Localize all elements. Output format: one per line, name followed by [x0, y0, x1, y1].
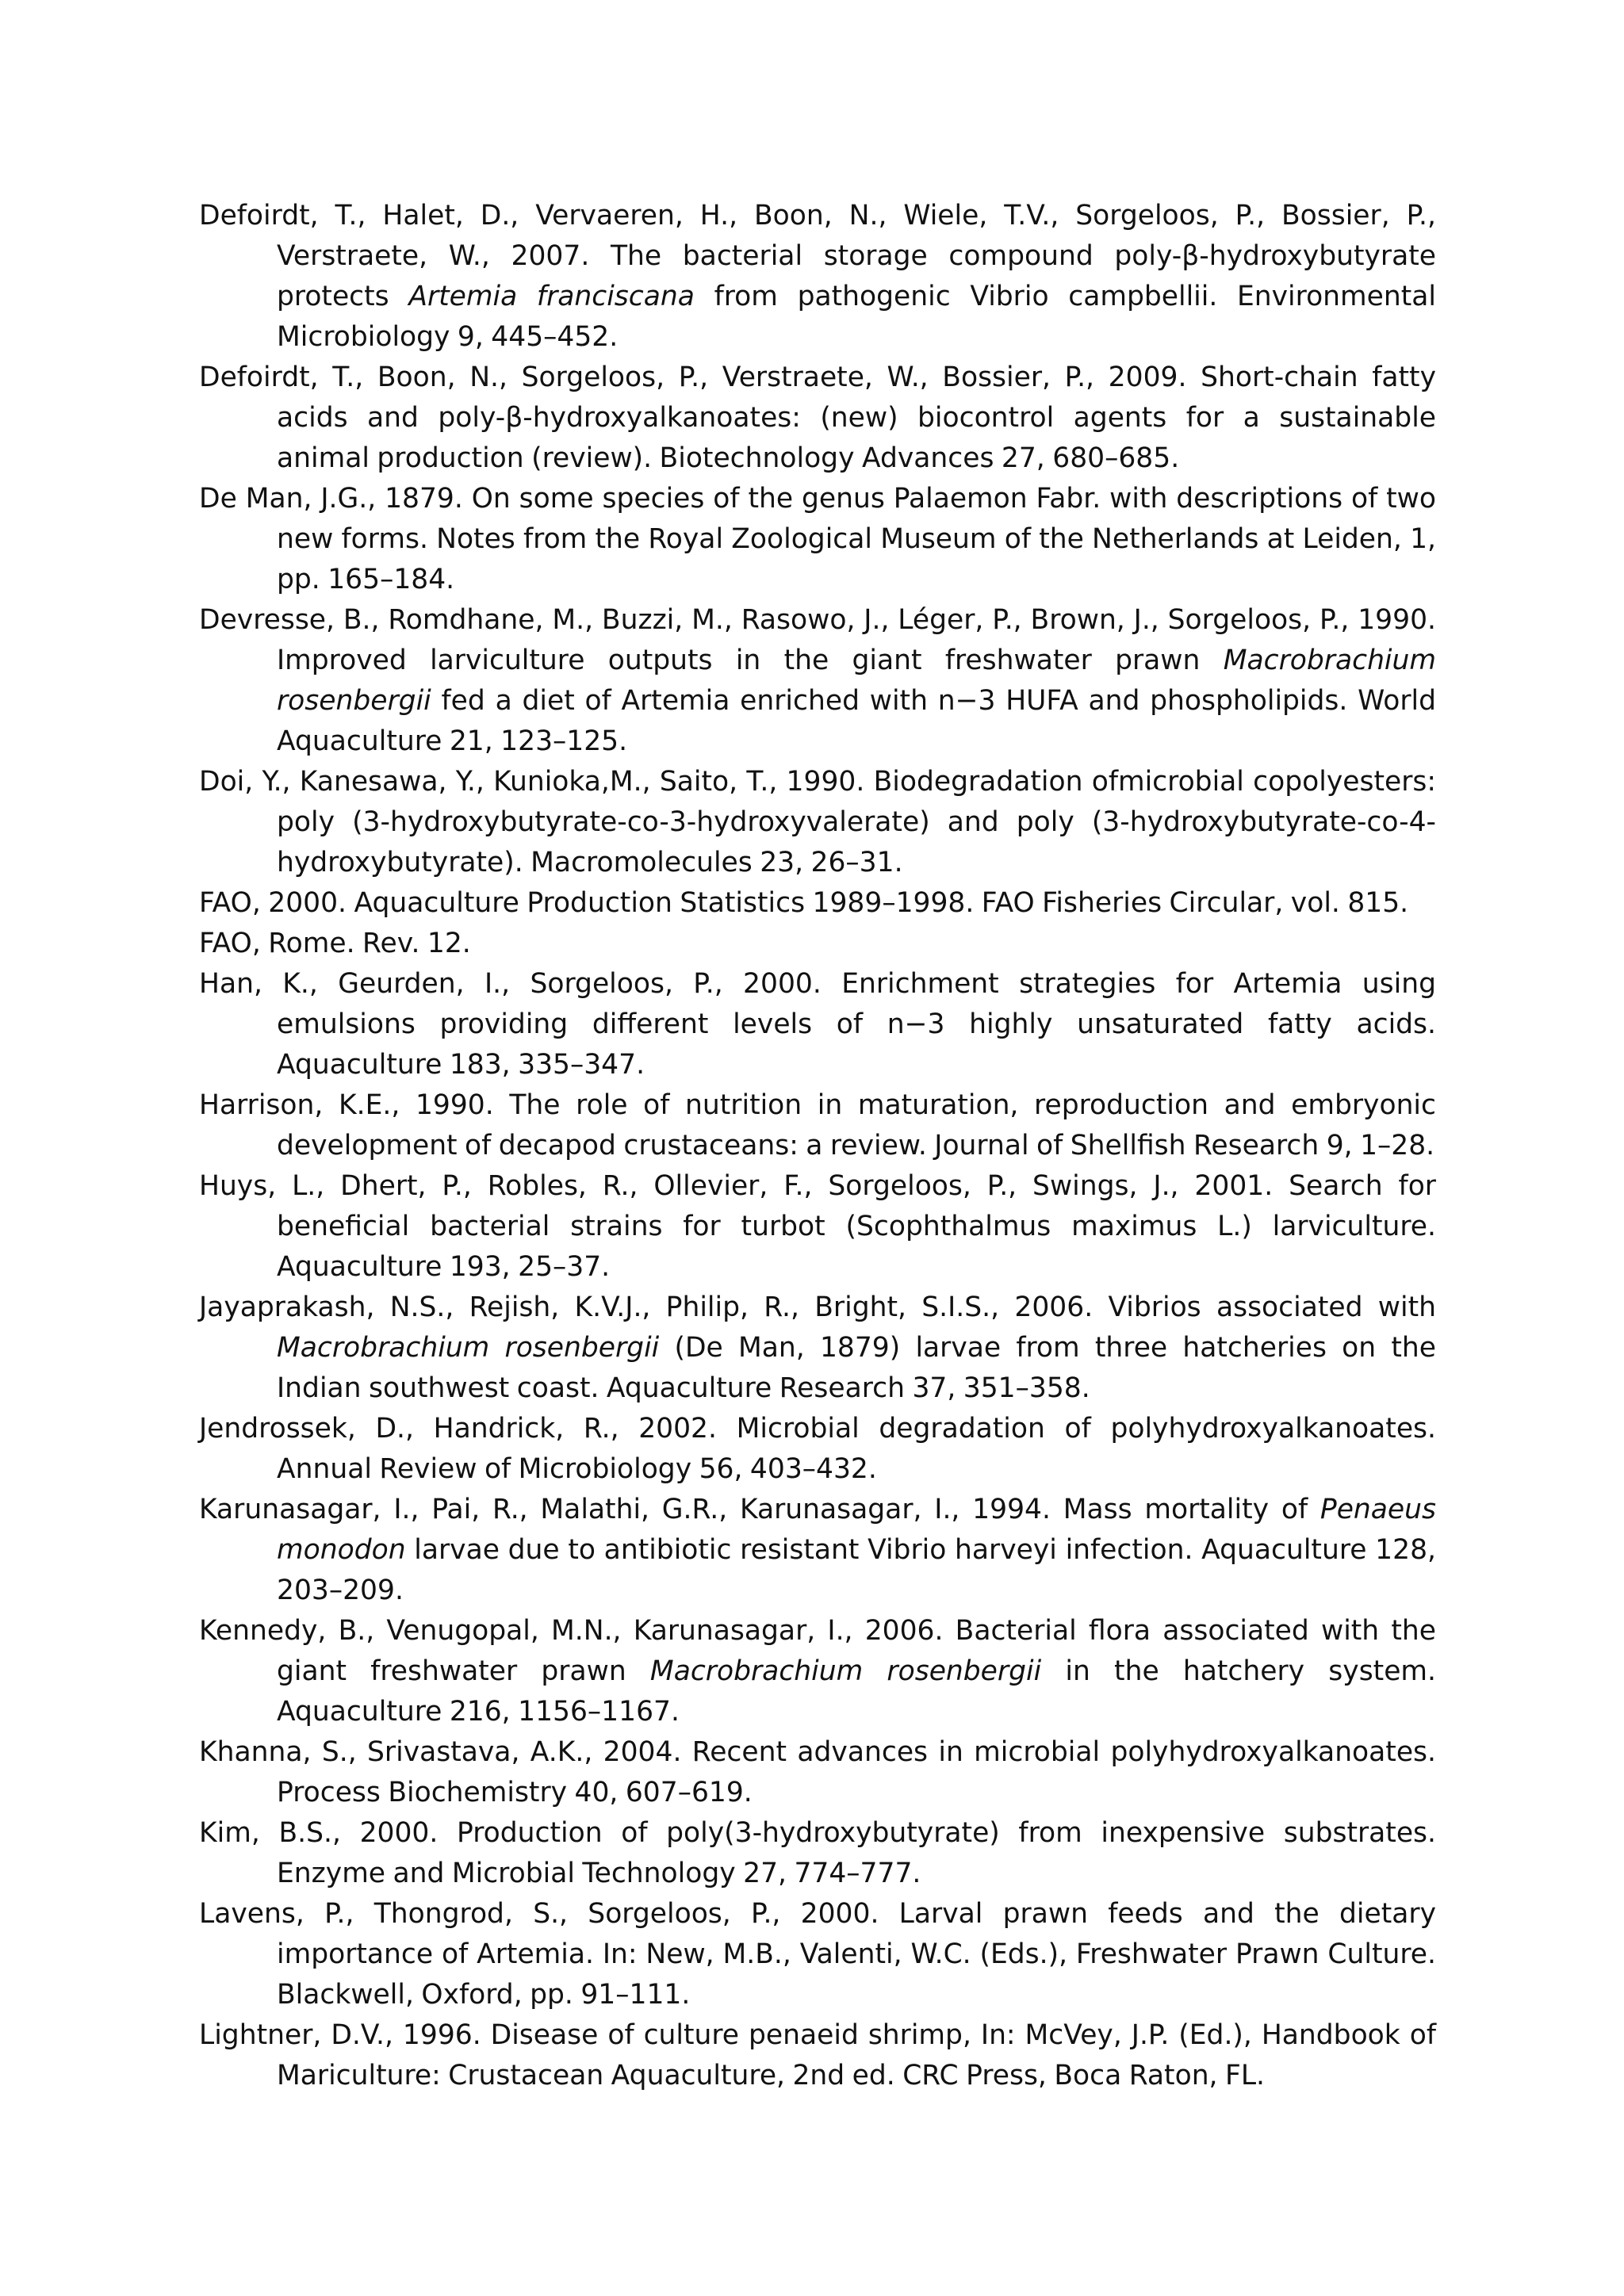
reference-fao-rome	[199, 924, 1436, 964]
reference-fao-2000	[199, 883, 1436, 924]
reference-jendrossek-2002	[199, 1409, 1436, 1490]
reference-khanna-2004	[199, 1732, 1436, 1813]
reference-kim-2000	[199, 1813, 1436, 1894]
reference-text: larvae due to antibiotic resistant Vibrio harveyi infection. Aquaculture 128, 203–209.	[277, 1534, 1436, 1606]
reference-text: Jendrossek, D., Handrick, R., 2002. Microbial degradation of polyhydroxyalkanoates. Annual Review of Microbiology 56, 403–432.	[199, 1413, 1436, 1485]
reference-italic-term: Macrobrachium rosenbergii	[277, 1332, 660, 1364]
reference-text: Lavens, P., Thongrod, S., Sorgeloos, P., 2000. Larval prawn feeds and the dietary importance of Artemia. In: New, M.B., Valenti, W.C. (Eds.), Freshwater Prawn Culture. Blackwell, Oxford, pp. 91–111.	[199, 1898, 1436, 2011]
reference-list	[199, 196, 1436, 2096]
reference-kennedy-2006	[199, 1611, 1436, 1732]
reference-han-2000	[199, 964, 1436, 1085]
reference-text: Harrison, K.E., 1990. The role of nutrition in maturation, reproduction and embryonic development of decapod crustaceans: a review. Journal of Shellfish Research 9, 1–28.	[199, 1089, 1436, 1161]
reference-text: Kim, B.S., 2000. Production of poly(3-hydroxybutyrate) from inexpensive substrates. Enzyme and Microbial Technology 27, 774–777.	[199, 1817, 1436, 1889]
reference-italic-term: Macrobrachium rosenbergii	[277, 645, 1436, 717]
reference-text: FAO, Rome. Rev. 12.	[199, 928, 471, 959]
reference-lightner-1996	[199, 2015, 1436, 2096]
reference-text: Han, K., Geurden, I., Sorgeloos, P., 2000. Enrichment strategies for Artemia using emulsions providing different levels of n−3 highly unsaturated fatty acids. Aquaculture 183, 335–347.	[199, 968, 1436, 1081]
reference-italic-term: Artemia franciscana	[408, 281, 695, 312]
reference-text: FAO, 2000. Aquaculture Production Statistics 1989–1998. FAO Fisheries Circular, vol. 815.	[199, 887, 1409, 919]
reference-text: Huys, L., Dhert, P., Robles, R., Ollevier, F., Sorgeloos, P., Swings, J., 2001. Search for beneficial bacterial strains for turbot (Scophthalmus maximus L.) larviculture. Aquaculture 193, 25–37.	[199, 1170, 1436, 1283]
reference-italic-term: Penaeus monodon	[277, 1494, 1436, 1566]
reference-text: Karunasagar, I., Pai, R., Malathi, G.R., Karunasagar, I., 1994. Mass mortality of	[199, 1494, 1320, 1525]
reference-lavens-2000	[199, 1894, 1436, 2015]
reference-doi-1990	[199, 762, 1436, 883]
reference-text: Devresse, B., Romdhane, M., Buzzi, M., Rasowo, J., Léger, P., Brown, J., Sorgeloos, P., 1990. Improved larviculture outputs in the giant freshwater prawn	[199, 604, 1436, 676]
reference-karunasagar-1994	[199, 1490, 1436, 1611]
reference-italic-term: Macrobrachium rosenbergii	[649, 1655, 1042, 1687]
reference-text: from pathogenic Vibrio campbellii. Environmental Microbiology 9, 445–452.	[277, 281, 1436, 353]
reference-devresse-1990	[199, 600, 1436, 762]
reference-huys-2001	[199, 1166, 1436, 1288]
reference-text: Jayaprakash, N.S., Rejish, K.V.J., Philip, R., Bright, S.I.S., 2006. Vibrios associated with	[199, 1292, 1436, 1323]
reference-text: Kennedy, B., Venugopal, M.N., Karunasagar, I., 2006. Bacterial flora associated with the giant freshwater prawn	[199, 1615, 1436, 1687]
reference-harrison-1990	[199, 1085, 1436, 1166]
reference-text: fed a diet of Artemia enriched with n−3 HUFA and phospholipids. World Aquaculture 21, 123–125.	[277, 685, 1436, 757]
reference-text: Defoirdt, T., Halet, D., Vervaeren, H., Boon, N., Wiele, T.V., Sorgeloos, P., Bossier, P., Verstraete, W., 2007. The bacterial storage compound poly-β-hydroxybutyrate protects	[199, 200, 1436, 312]
reference-text: Defoirdt, T., Boon, N., Sorgeloos, P., Verstraete, W., Bossier, P., 2009. Short-chain fatty acids and poly-β-hydroxyalkanoates: (new) biocontrol agents for a sustainable animal production (review). Biotechnology Advances 27, 680–685.	[199, 362, 1436, 474]
reference-text: Doi, Y., Kanesawa, Y., Kunioka,M., Saito, T., 1990. Biodegradation ofmicrobial copolyesters: poly (3-hydroxybutyrate-co-3-hydroxyvalerate) and poly (3-hydroxybutyrate-co-4-hydroxybutyrate). Macromolecules 23, 26–31.	[199, 766, 1436, 878]
reference-text: in the hatchery system. Aquaculture 216, 1156–1167.	[277, 1655, 1436, 1728]
reference-deman-1879	[199, 479, 1436, 600]
reference-jayaprakash-2006	[199, 1288, 1436, 1409]
reference-text: De Man, J.G., 1879. On some species of the genus Palaemon Fabr. with descriptions of two new forms. Notes from the Royal Zoological Museum of the Netherlands at Leiden, 1, pp. 165–184.	[199, 483, 1436, 595]
reference-text: (De Man, 1879) larvae from three hatcheries on the Indian southwest coast. Aquaculture Research 37, 351–358.	[277, 1332, 1436, 1404]
reference-text: Lightner, D.V., 1996. Disease of culture penaeid shrimp, In: McVey, J.P. (Ed.), Handbook of Mariculture: Crustacean Aquaculture, 2nd ed. CRC Press, Boca Raton, FL.	[199, 2019, 1436, 2091]
reference-text: Khanna, S., Srivastava, A.K., 2004. Recent advances in microbial polyhydroxyalkanoates. Process Biochemistry 40, 607–619.	[199, 1736, 1436, 1808]
reference-defoirdt-2007	[199, 196, 1436, 358]
reference-defoirdt-2009	[199, 358, 1436, 479]
